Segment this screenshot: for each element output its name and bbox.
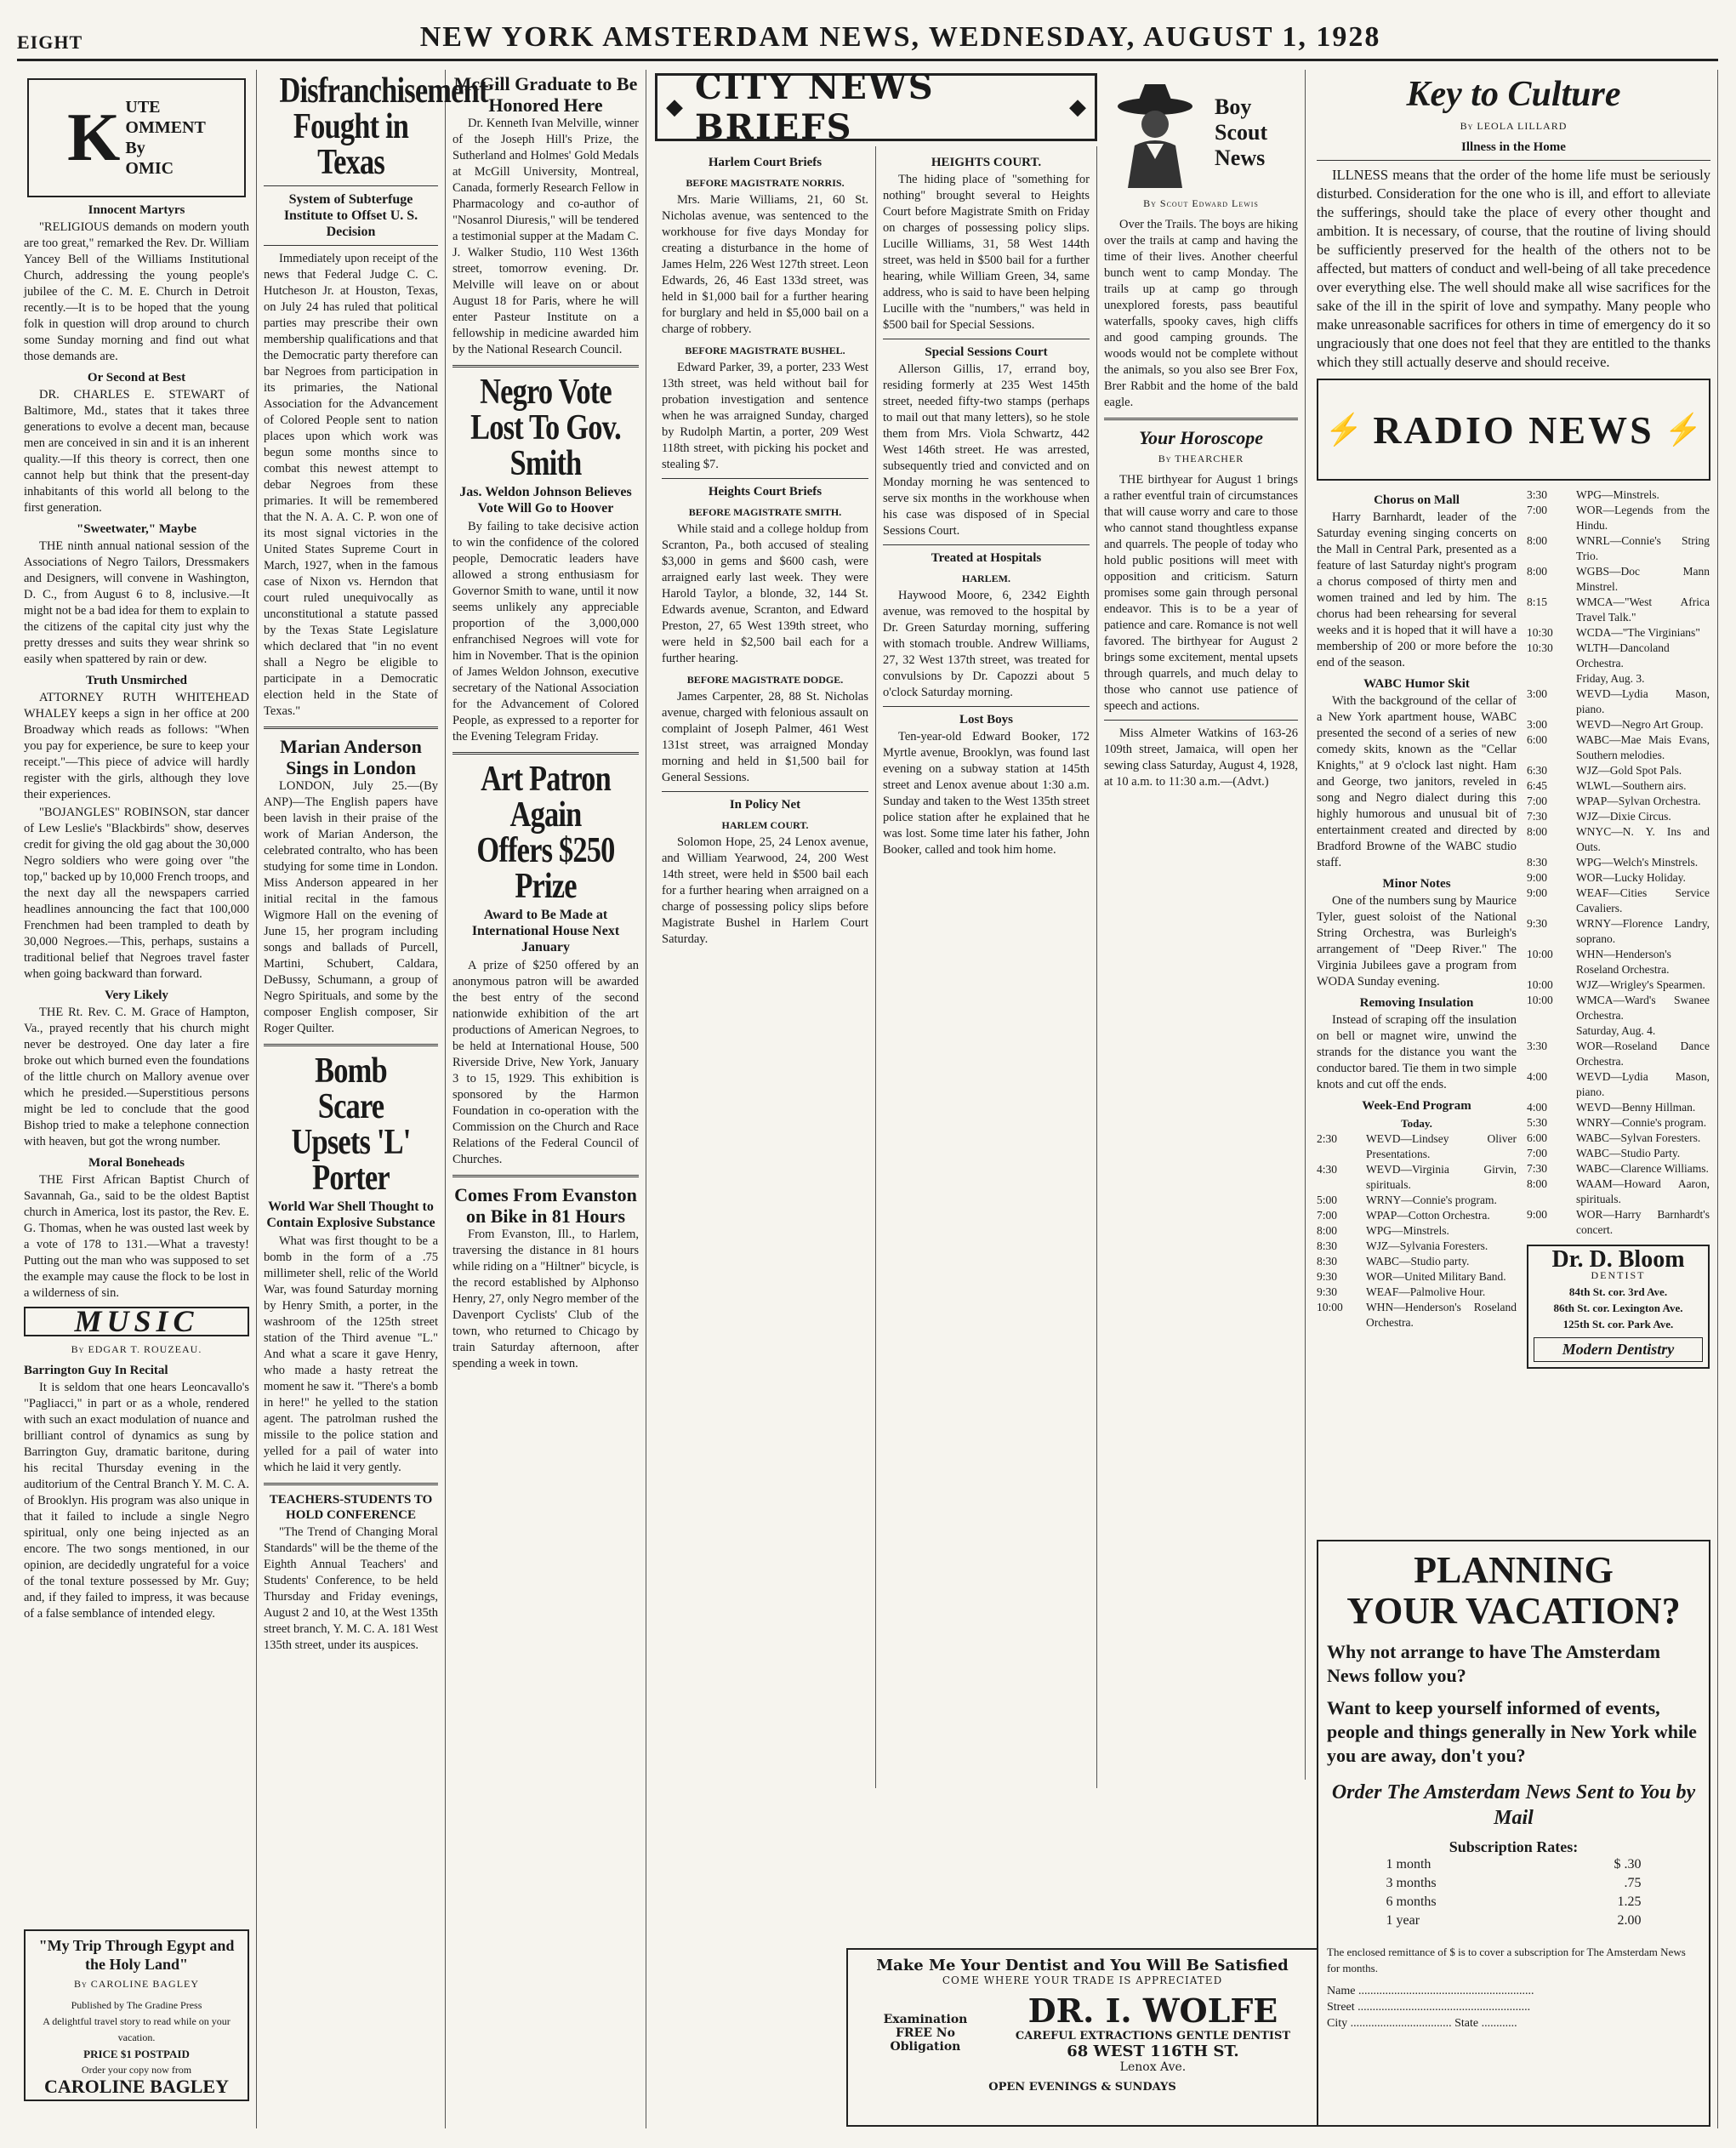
dr-bloom-ad xyxy=(1527,1245,1710,1369)
schedule-row: 4:30 WEVD—Virginia Girvin, spirituals. xyxy=(1317,1163,1517,1191)
article-body: THE Rt. Rev. C. M. Grace of Hampton, Va., prayed recently that his church might never be destroyed. One day later a fire broke out which burned even the foundations of the little church on Mallory avenue over which he presided.—Superstitious persons might be led to conclude that the good Bishop tried to make a telephone connection with heaven, but got the wrong number. xyxy=(24,1006,249,1148)
ad-name: DR. I. WOLFE xyxy=(1027,1991,1278,2030)
article-body: A prize of $250 offered by an anonymous patron will be awarded the best entry of the second nationwide exhibition of the art productions of American Negroes, to be held at International House, 500 Riverside Drive, New York, January 3 to 15, 1929. This exhibition is sponsored by the Harmon Foundation in co-operation with the Commission on the Church and Race Relations of the Federal Council of Churches. xyxy=(452,959,639,1166)
schedule-row: 6:00 WABC—Sylvan Foresters. xyxy=(1527,1131,1701,1144)
radio-schedule xyxy=(1527,487,1710,1238)
banner-title: CITY NEWS BRIEFS xyxy=(695,67,935,147)
schedule-row: 7:00 WPAP—Cotton Orchestra. xyxy=(1317,1209,1490,1222)
schedule-row: 10:30 WCDA—"The Virginians" xyxy=(1527,626,1700,639)
schedule-row: 8:00 WAAM—Howard Aaron, spirituals. xyxy=(1527,1177,1710,1205)
article-title: Moral Boneheads xyxy=(88,1156,185,1170)
ad-address: 68 WEST 116TH ST. xyxy=(1067,2043,1239,2060)
dr-wolfe-ad xyxy=(846,1948,1318,2127)
byline: By Scout Edward Lewis xyxy=(1143,197,1259,209)
schedule-row: 7:30 WJZ—Dixie Circus. xyxy=(1527,810,1671,823)
scout-icon xyxy=(1104,73,1206,192)
masthead xyxy=(17,9,1718,61)
schedule-row: 10:00 WJZ—Wrigley's Spearmen. xyxy=(1527,978,1705,991)
vac-question: Want to keep yourself informed of events, people and things generally in New York while you are away, don't you? xyxy=(1327,1697,1697,1766)
rate-row: 3 months .75 xyxy=(1386,1876,1642,1890)
divider xyxy=(264,1483,438,1485)
schedule-row: 7:00 WOR—Legends from the Hindu. xyxy=(1527,504,1710,532)
article-body: "RELIGIOUS demands on modern youth are too great," remarked the Rev. Dr. William Yancey Bell of the Williams Institutional Church, addressing the young people's jubilee of the C. M. E. Church in Detroit recently.—It is to be hoped that the young folk in question will drop around to church some Sunday morning and find out what those demands are. xyxy=(24,220,249,363)
schedule-row: 3:00 WEVD—Lydia Mason, piano. xyxy=(1527,687,1710,715)
headline-art-patron: Art Patron Again Offers $250 Prize xyxy=(476,760,615,906)
schedule-row: 4:00 WEVD—Lydia Mason, piano. xyxy=(1527,1070,1710,1098)
schedule-row: 10:00 WMCA—Ward's Swanee Orchestra. xyxy=(1527,994,1710,1022)
schedule-row: 4:00 WEVD—Benny Hillman. xyxy=(1527,1101,1696,1114)
radio-news-banner xyxy=(1317,379,1710,481)
schedule-row: 8:30 WJZ—Sylvania Foresters. xyxy=(1317,1239,1488,1252)
schedule-row: 9:00 WEAF—Cities Service Cavaliers. xyxy=(1527,886,1710,914)
ad-corner: Lenox Ave. xyxy=(1119,2060,1187,2074)
schedule-row: 3:30 WPG—Minstrels. xyxy=(1527,488,1659,501)
schedule-day: Today. xyxy=(1401,1117,1432,1130)
article-body: THE First African Baptist Church of Savannah, Ga., said to be the oldest Baptist church in America, lost its pastor, the Rev. E. G. Thomas, when he was ousted last week by a vote of 178 to 131.—What a travesty! Putting out the man who was supposed to set the example may cause the flock to be lost in a wilderness of sin. xyxy=(24,1173,249,1300)
bloom-addr: 86th St. cor. Lexington Ave. xyxy=(1553,1302,1683,1314)
divider xyxy=(452,1175,639,1177)
schedule-row: 9:00 WOR—Lucky Holiday. xyxy=(1527,871,1686,884)
section-title: Week-End Program xyxy=(1362,1099,1471,1113)
column-mcgill xyxy=(446,70,646,2128)
article-body: Harry Barnhardt, leader of the Saturday evening singing concerts on the Mall in Central Park, presented as a feature of last Saturday night's program a chorus composed of thirty men and women trained and led by him. The chorus had been rehearsing for several weeks and it is hoped that it will have a membership of 200 or more before the end of the season. xyxy=(1317,510,1517,669)
page-number: EIGHT xyxy=(17,31,83,53)
article-body: From Evanston, Ill., to Harlem, traversing the distance in 81 hours while riding on a "Hiltner" bicycle, is the record established by Alphonso Henry, 27, only Negro member of the Davenport Cyclists' Club of the town, who returned to Chicago by train Saturday afternoon, after spending a week in town. xyxy=(452,1228,639,1370)
book-blurb: A delightful travel story to read while on your vacation. xyxy=(43,2015,231,2043)
radio-tower-icon: ⚡ xyxy=(1664,412,1703,447)
section-subtitle: Illness in the Home xyxy=(1461,140,1566,154)
schedule-row: 9:30 WOR—United Military Band. xyxy=(1317,1270,1506,1283)
bloom-tagline: Modern Dentistry xyxy=(1534,1337,1703,1362)
divider xyxy=(452,752,639,755)
ad-free-exam: Examination FREE No Obligation xyxy=(883,2012,968,2054)
schedule-row: 6:30 WJZ—Gold Spot Pals. xyxy=(1527,764,1682,777)
music-section-title: MUSIC xyxy=(24,1307,249,1336)
divider xyxy=(662,791,868,792)
column-scouts-horoscope xyxy=(1097,70,1306,1780)
diamond-icon: ◆ xyxy=(1069,94,1086,120)
form-city-field[interactable]: City .................................. State ............ xyxy=(1327,2017,1517,2030)
schedule-row: 8:15 WMCA—"West Africa Travel Talk." xyxy=(1527,595,1710,624)
bloom-title: DENTIST xyxy=(1591,1269,1646,1281)
schedule-row: 8:00 WGBS—Doc Mann Minstrel. xyxy=(1527,565,1710,593)
vac-order: Order The Amsterdam News Sent to You by Mail xyxy=(1331,1781,1696,1829)
article-body: Allerson Gillis, 17, errand boy, residing formerly at 235 West 145th street, needed fifty-two stamps (perhaps to mail out that many letters), so he stole them from Mrs. Viola Schwartz, 442 West 146th street. He was arrested, subsequently tried and convicted and on Monday morning he was sentenced to serve six months in the workhouse when his case was disposed of in Special Sessions Court. xyxy=(883,362,1090,538)
ad-subtitle: COME WHERE YOUR TRADE IS APPRECIATED xyxy=(942,1974,1223,1986)
article-body: THE ninth annual national session of the Associations of Negro Tailors, Dressmakers and Designers, will convene in Washington, D. C., from August 6 to 8, inclusive.—It might not be a bad idea for them to explain to the citizens of the capital city just why the pretty dresses and suits they wear shrink so easily when spattered by rain or dew. xyxy=(24,539,249,666)
form-street-field[interactable]: Street .......................................................... xyxy=(1327,2001,1531,2014)
book-price: PRICE $1 POSTPAID xyxy=(83,2048,190,2060)
bloom-addr: 84th St. cor. 3rd Ave. xyxy=(1568,1285,1668,1298)
article-body: ILLNESS means that the order of the home life must be seriously disturbed. Consideration for the one who is ill, and effort to alleviate the sufferings, should take the place of every other thought and ambition. It is necessary, of course, that the routine of living should be sufficiently preserved for the health of the others not to be affected, but matters of conduct and well-being of all take precedence over everything else. The well should make all wise sacrifices for the sake of the ill in the spirit of love and sympathy. Many people who make unreasonable sacrifices for others in time of emergency do it so ungraciously that one does not feel that they are entitled to the thanks which they still actually deserve and should receive. xyxy=(1317,167,1710,370)
section-title: Harlem Court Briefs xyxy=(708,156,822,169)
article-body: "The Trend of Changing Moral Standards" will be the theme of the Eighth Annual Teachers' and Students' Conference, to be held Thursday and Friday evenings, August 2 and 10, at the West 135th street branch, Y. M. C. A. 181 West 135th street, under its auspices. xyxy=(264,1525,438,1652)
key-to-culture-title: Key to Culture xyxy=(1406,75,1621,114)
form-name-field[interactable]: Name ........................................................... xyxy=(1327,1985,1534,1997)
schedule-row: 7:00 WABC—Studio Party. xyxy=(1527,1147,1681,1159)
section-title: Heights Court Briefs xyxy=(708,485,822,499)
article-body: Dr. Kenneth Ivan Melville, winner of the Joseph Hill's Prize, the Sutherland and Holmes' Gold Medals at McGill University, Montreal, Canada, formerly Research Fellow in Pharmacology and co-author of "Nosanrol Diuresis," will be tendered a testimonial supper at the Madam C. J. Walker Studio, 110 West 136th street, tomorrow evening. Dr. Melville will leave on or about August 18 for Paris, where he will enter Pasteur Institute on a fellowship in medicine awarded him by the National Research Council. xyxy=(452,117,639,356)
divider xyxy=(264,185,438,186)
article-body: It is seldom that one hears Leoncavallo's "Pagliacci," in part or as a whole, rendered with such an exact modulation of nuance and brilliant control of dynamics as sung by Barrington Guy, dramatic baritone, during his recital Thursday evening in the auditorium of the Central Branch Y. M. C. A. of Brooklyn. His program was also unique in that it failed to include a single Negro spiritual, only one being injected as an encore. The two songs mentioned, in our opinion, are decidedly ungrateful for a voice of the tonal texture possessed by Mr. Guy; and, if they failed to impress, it was because of a false semblance of intended elegy. xyxy=(24,1381,249,1621)
rates-table xyxy=(1386,1855,1642,1930)
schedule-row: 8:00 WNRL—Connie's String Trio. xyxy=(1527,534,1710,562)
notice-body: Miss Almeter Watkins of 163-26 109th street, Jamaica, will open her sewing class Saturday, August 4, 1928, at 10 a.m. to 11:30 a.m.—(Advt.) xyxy=(1104,726,1298,789)
schedule-row: 3:30 WOR—Roseland Dance Orchestra. xyxy=(1527,1040,1710,1068)
scout-title: Boy Scout News xyxy=(1215,94,1268,170)
section-subtitle: HARLEM. xyxy=(962,573,1010,584)
divider xyxy=(1104,418,1298,420)
article-body: ATTORNEY RUTH WHITEHEAD WHALEY keeps a sign in her office at 200 Broadway which reads as follows: "When you pay for experience, be sure to keep your receipt."—This piece of advice will hardly register with the girls, although they love their experiences. xyxy=(24,691,249,801)
schedule-row: 8:00 WPG—Minstrels. xyxy=(1317,1224,1449,1237)
divider xyxy=(264,1044,438,1046)
schedule-row: 8:30 WABC—Studio party. xyxy=(1317,1255,1470,1268)
article-body: While staid and a college holdup from Scranton, Pa., both accused of stealing $3,000 in gems and $600 cash, were arraigned early last week. They were Harold Taylor, a blonde, 32, 144 St. Edwards avenue, Scranton, and Edward Preston, 27, 65 West 139th street, who were held in $2,500 bail each for a further hearing. xyxy=(662,522,868,665)
divider xyxy=(1104,720,1298,721)
kute-big-letter: K xyxy=(67,100,121,175)
column-court-briefs xyxy=(655,146,876,1788)
article-title: Barrington Guy In Recital xyxy=(24,1364,168,1377)
radio-title: RADIO NEWS xyxy=(1373,407,1654,452)
book-publisher: Published by The Gradine Press xyxy=(71,1999,202,2011)
section-subtitle: HARLEM COURT. xyxy=(721,819,809,831)
subheadline: Jas. Weldon Johnson Believes Vote Will Go to Hoover xyxy=(459,485,632,516)
article-body: Haywood Moore, 6, 2342 Eighth avenue, was removed to the hospital by Dr. Green Saturday morning, suffering with stomach trouble. Andrew Williams, 27, 32 West 137th street, was treated for convulsions by Dr. Capozzi about 5 o'clock Saturday morning. xyxy=(883,589,1090,699)
article-body: Edward Parker, 39, a porter, 233 West 13th street, was held without bail for probation investigation and sentence when he was arraigned Sunday, charged by Rudolph Martin, a porter, 209 West 118th street, with picking his pocket and stealing $7. xyxy=(662,361,868,471)
schedule-row: 9:00 WOR—Harry Barnhardt's concert. xyxy=(1527,1208,1710,1236)
headline-evanston: Comes From Evanston on Bike in 81 Hours xyxy=(454,1184,637,1227)
schedule-row: 7:00 WPAP—Sylvan Orchestra. xyxy=(1527,795,1701,807)
section-title: In Policy Net xyxy=(729,798,801,812)
schedule-row: 9:30 WEAF—Palmolive Hour. xyxy=(1317,1285,1486,1298)
section-title: Minor Notes xyxy=(1382,877,1451,891)
article-title: Very Likely xyxy=(105,989,168,1002)
headline-marian-anderson: Marian Anderson Sings in London xyxy=(280,736,422,778)
bloom-addr: 125th St. cor. Park Ave. xyxy=(1562,1318,1674,1330)
city-news-briefs-banner xyxy=(655,67,1097,147)
bloom-name: Dr. D. Bloom xyxy=(1551,1246,1685,1273)
article-title: Truth Unsmirched xyxy=(85,674,188,687)
rate-row: 1 month $ .30 xyxy=(1386,1857,1642,1872)
article-body: "BOJANGLES" ROBINSON, star dancer of Lew Leslie's "Blackbirds" show, deserves credit for giving the old gag about the 30,000 Negro soldiers who were going over "the top," backed up by 10,000 French troops, and the next day all the newspapers carried headlines announcing the fact that 100,000 Frenchmen had been trampled to death by 30,000 Negroes.—This, perhaps, sustains a traditional belief that Negroes travel faster when going backward than forward. xyxy=(24,806,249,981)
schedule-row: 10:30 WLTH—Dancoland Orchestra. xyxy=(1527,641,1670,669)
headline-teachers: TEACHERS-STUDENTS TO HOLD CONFERENCE xyxy=(269,1493,433,1522)
divider xyxy=(264,245,438,246)
diamond-icon: ◆ xyxy=(666,94,683,120)
vac-form-text: The enclosed remittance of $ is to cover a subscription for The Amsterdam News for months. xyxy=(1327,1946,1686,1974)
byline: By EDGAR T. ROUZEAU. xyxy=(71,1343,202,1355)
section-title: HEIGHTS COURT. xyxy=(931,156,1042,169)
article-body: By failing to take decisive action to win the confidence of the colored people, Democratic leaders have allowed a strong enthusiasm for Governor Smith to wane, until it now seems unlikely any appreciable proportion of the 3,000,000 enfranchised Negroes will vote for him in November. That is the opinion of James Weldon Johnson, executive secretary of the National Association for the Advancement of Colored People, as expressed to a reporter for the Evening Telegram Friday. xyxy=(452,520,639,744)
article-title: Or Second at Best xyxy=(87,371,186,385)
section-title: Treated at Hospitals xyxy=(931,551,1042,565)
article-body: The hiding place of "something for nothing" brought several to Heights Court before Magistrate Smith on Friday on charges of possessing policy slips. Lucille Williams, 31, 58 West 144th street, was held in $500 bail for a further hearing, while William Green, 34, same address, who is said to have been helping Lucille with the "numbers," was held in $500 bail for Special Sessions. xyxy=(883,173,1090,332)
schedule-row: 5:30 WNRY—Connie's program. xyxy=(1527,1116,1707,1129)
divider xyxy=(662,478,868,479)
section-title: WABC Humor Skit xyxy=(1363,677,1470,691)
horoscope-title: Your Horoscope xyxy=(1138,427,1264,448)
schedule-row: 10:00 WHN—Henderson's Roseland Orchestra. xyxy=(1317,1301,1517,1329)
section-subtitle: BEFORE MAGISTRATE DODGE. xyxy=(686,674,844,686)
schedule-row: 8:00 WNYC—N. Y. Ins and Outs. xyxy=(1527,825,1710,853)
article-body: Ten-year-old Edward Booker, 172 Myrtle avenue, Brooklyn, was found last evening on a subway station at 145th street and Lenox avenue about 1:30 a.m. Sunday and taken to the West 135th street police station after he explained that he was lost. Some time later his father, John Booker, called and took him home. xyxy=(883,730,1090,857)
vacation-subscription-ad xyxy=(1317,1540,1710,2127)
subheadline: Award to Be Made at International House Next January xyxy=(471,908,620,954)
headline-negro-vote: Negro Vote Lost To Gov. Smith xyxy=(470,373,621,483)
headline-mcgill: McGill Graduate to Be Honored Here xyxy=(453,73,638,116)
schedule-row: Friday, Aug. 3. xyxy=(1576,672,1645,685)
byline: By THEARCHER xyxy=(1158,453,1244,464)
schedule-row: 3:00 WEVD—Negro Art Group. xyxy=(1527,718,1704,731)
schedule-row: 5:00 WRNY—Connie's program. xyxy=(1317,1194,1497,1206)
boy-scout-header xyxy=(1104,73,1298,192)
ad-tagline: Make Me Your Dentist and You Will Be Satisfied xyxy=(876,1957,1289,1974)
kute-comment-logo xyxy=(27,78,246,197)
schedule-row: 7:30 WABC—Clarence Williams. xyxy=(1527,1162,1709,1175)
book-title: "My Trip Through Egypt and the Holy Land" xyxy=(38,1937,235,1973)
article-body: THE birthyear for August 1 brings a rather eventful train of circumstances that will cause worry and care to those who cannot stand thoughtless expanse and quarrels. The people of today who hold public positions will meet with opposition and criticism. Saturn promises some gain through personal endeavor. This is to be a year of patience and care. Romance is not well favored. The birthyear for August 2 brings some excitement, mental upsets through quarrels, and much delay to those who cannot use patience of speech and actions. xyxy=(1104,473,1298,713)
divider xyxy=(883,706,1090,707)
section-subtitle: BEFORE MAGISTRATE SMITH. xyxy=(688,506,842,518)
vac-question: Why not arrange to have The Amsterdam News follow you? xyxy=(1327,1641,1660,1686)
column-kute-comment xyxy=(17,70,257,2128)
newspaper-title: NEW YORK AMSTERDAM NEWS, WEDNESDAY, AUGUST 1, 1928 xyxy=(419,21,1381,53)
schedule-row: 10:00 WHN—Henderson's Roseland Orchestra. xyxy=(1527,948,1671,976)
schedule-row: 6:00 WABC—Mae Mais Evans, Southern melodies. xyxy=(1527,733,1710,761)
article-body: DR. CHARLES E. STEWART of Baltimore, Md., states that it takes three generations to evolve a decent man, because men are conceived in sin and it is an inherent quality.—If this theory is correct, then one cannot help but think that the present-day inhabitants of this world all belong to the first generation. xyxy=(24,388,249,515)
ad-hours: OPEN EVENINGS & SUNDAYS xyxy=(988,2081,1176,2094)
byline: By LEOLA LILLARD xyxy=(1460,120,1568,132)
article-body: Immediately upon receipt of the news that Federal Judge C. C. Hutcheson Jr. at Houston, Texas, on July 24 has ruled that political parties may prescribe their own membership qualifications and that the Democratic party therefore can bar Negroes from participation in its primaries, the National Association for the Advancement of Colored People sent to nation places upon which work was begun some months since to combat this newest attempt to debar Negroes from these primaries. It will be remembered that the N. A. A. C. P. won one of its most signal victories in the United States Supreme Court in March, 1927, when in the famous case of Nixon vs. Herndon that court ruled unequivocally as unconstitutional a statute passed by the Texas State Legislature which declared that "in no event shall a Negro be eligible to participate in a Democratic election held in the State of Texas." xyxy=(264,252,438,718)
column-key-culture-radio xyxy=(1310,70,1718,2128)
article-body: Over the Trails. The boys are hiking over the trails at camp and having the time of their lives. Another cheerful bunch went to camp Monday. The trails up at camp go through unexplored forests, pass beautiful waterfalls, spooky caves, high cliffs and good camping grounds. The woods would not be complete without the animals, so you also see Brer Fox, Brer Rabbit and the home of the bald eagle. xyxy=(1104,218,1298,409)
article-title: "Sweetwater," Maybe xyxy=(76,522,197,536)
subheadline: World War Shell Thought to Contain Explosive Substance xyxy=(266,1199,435,1230)
article-body: Instead of scraping off the insulation on bell or magnet wire, unwind the strands for the distance you want the conductor bared. Tie them in two simple knots and cut off the ends. xyxy=(1317,1013,1517,1091)
vac-rates-title: Subscription Rates: xyxy=(1449,1838,1579,1855)
divider xyxy=(1317,160,1710,161)
schedule-row: 8:30 WPG—Welch's Minstrels. xyxy=(1527,856,1699,869)
article-body: LONDON, July 25.—(By ANP)—The English papers have been lavish in their praise of the work of Marian Anderson, the celebrated contralto, who has been studying for some time in London. Miss Anderson appeared in her initial recital in the famous Wigmore Hall on the evening of June 15, her program including songs and ballads of Purcell, Martini, Schubert, Caldara, DeBussy, Schumann, a group of Negro Spirituals, and some by the composer English composer, Sir Roger Quilter. xyxy=(264,779,438,1035)
section-title: Special Sessions Court xyxy=(925,345,1048,359)
book-order: Order your copy now from xyxy=(81,2064,192,2076)
section-title: Chorus on Mall xyxy=(1374,493,1460,507)
divider xyxy=(264,726,438,729)
divider xyxy=(452,365,639,367)
rate-row: 6 months 1.25 xyxy=(1386,1894,1642,1909)
schedule-row: 9:30 WRNY—Florence Landry, soprano. xyxy=(1527,917,1710,945)
subheadline: System of Subterfuge Institute to Offset U. S. Decision xyxy=(283,192,418,239)
headline-bomb-scare: Bomb Scare Upsets 'L' Porter xyxy=(291,1051,411,1198)
kute-words: UTE OMMENT By OMIC xyxy=(125,98,206,178)
today-schedule xyxy=(1317,1131,1517,1330)
article-body: With the background of the cellar of a New York apartment house, WABC presented the second of a series of new comedy skits, known as the "Cellar Knights," at 9 o'clock last night. Ham and George, two janitors, reveled in song and Negro dialect during this highly humorous and unusual bit of entertainment created and directed by Bradford Browne of the WABC studio staff. xyxy=(1317,694,1517,869)
rate-row: 1 year 2.00 xyxy=(1386,1913,1642,1928)
article-body: Solomon Hope, 25, 24 Lenox avenue, and William Yearwood, 24, 200 West 14th street, were held in $500 bail each for a further hearing when arraigned on a charge of possessing policy slips before Magistrate Bushel in Harlem Court Saturday. xyxy=(662,835,868,946)
column-heights-court xyxy=(876,146,1097,1788)
article-body: Mrs. Marie Williams, 21, 60 St. Nicholas avenue, was sentenced to the workhouse for five days Monday for creating a disturbance in the home of James Helm, 226 West 127th street. Leon Edwards, 26, 46 East 133d street, was held in $1,000 bail for a further hearing for burglary and held in $5,000 bail on a charge of robbery. xyxy=(662,193,868,336)
radio-tower-icon: ⚡ xyxy=(1324,412,1363,447)
article-title: Innocent Martyrs xyxy=(88,203,185,217)
article-body: What was first thought to be a bomb in the form of a .75 millimeter shell, relic of the World War, was found Saturday morning by Henry Smith, a porter, in the washroom of the 125th street station of the Third avenue "L." And what a scare it gave Henry, who made a hasty retreat the moment he saw it. "There's a bomb in here!" he yelled to the station agent. The patrolman rushed the missile to the police station and yelled for a pail of water into which he laid it very gently. xyxy=(264,1234,438,1474)
headline-disfranchisement: Disfranchisement Fought in Texas xyxy=(279,71,488,182)
schedule-row: 2:30 WEVD—Lindsey Oliver Presentations. xyxy=(1317,1132,1517,1160)
column-disfranchisement xyxy=(257,70,488,2128)
article-body: One of the numbers sung by Maurice Tyler, guest soloist of the National String Orchestra, was Burleigh's arrangement of "Deep River." The Virginia Jubilees gave a program from WODA Sunday evening. xyxy=(1317,894,1517,989)
section-title: Lost Boys xyxy=(959,713,1013,726)
vac-title: PLANNING xyxy=(1414,1549,1614,1591)
ad-service: CAREFUL EXTRACTIONS GENTLE DENTIST xyxy=(1015,2030,1291,2043)
section-subtitle: BEFORE MAGISTRATE NORRIS. xyxy=(686,177,845,189)
book-byline: By CAROLINE BAGLEY xyxy=(73,1978,200,1990)
vac-title: YOUR VACATION? xyxy=(1346,1590,1681,1632)
article-body: James Carpenter, 28, 88 St. Nicholas avenue, charged with felonious assault on complaint of Joseph Palmer, 461 West 131st street, was arraigned Monday morning and held in $1,500 bail for General Sessions. xyxy=(662,690,868,784)
divider xyxy=(883,544,1090,545)
book-ad xyxy=(24,1929,249,2101)
schedule-row: Saturday, Aug. 4. xyxy=(1576,1024,1656,1037)
section-subtitle: BEFORE MAGISTRATE BUSHEL. xyxy=(685,345,845,356)
book-author: CAROLINE BAGLEY xyxy=(44,2076,229,2097)
schedule-row: 6:45 WLWL—Southern airs. xyxy=(1527,779,1687,792)
section-title: Removing Insulation xyxy=(1359,996,1474,1010)
